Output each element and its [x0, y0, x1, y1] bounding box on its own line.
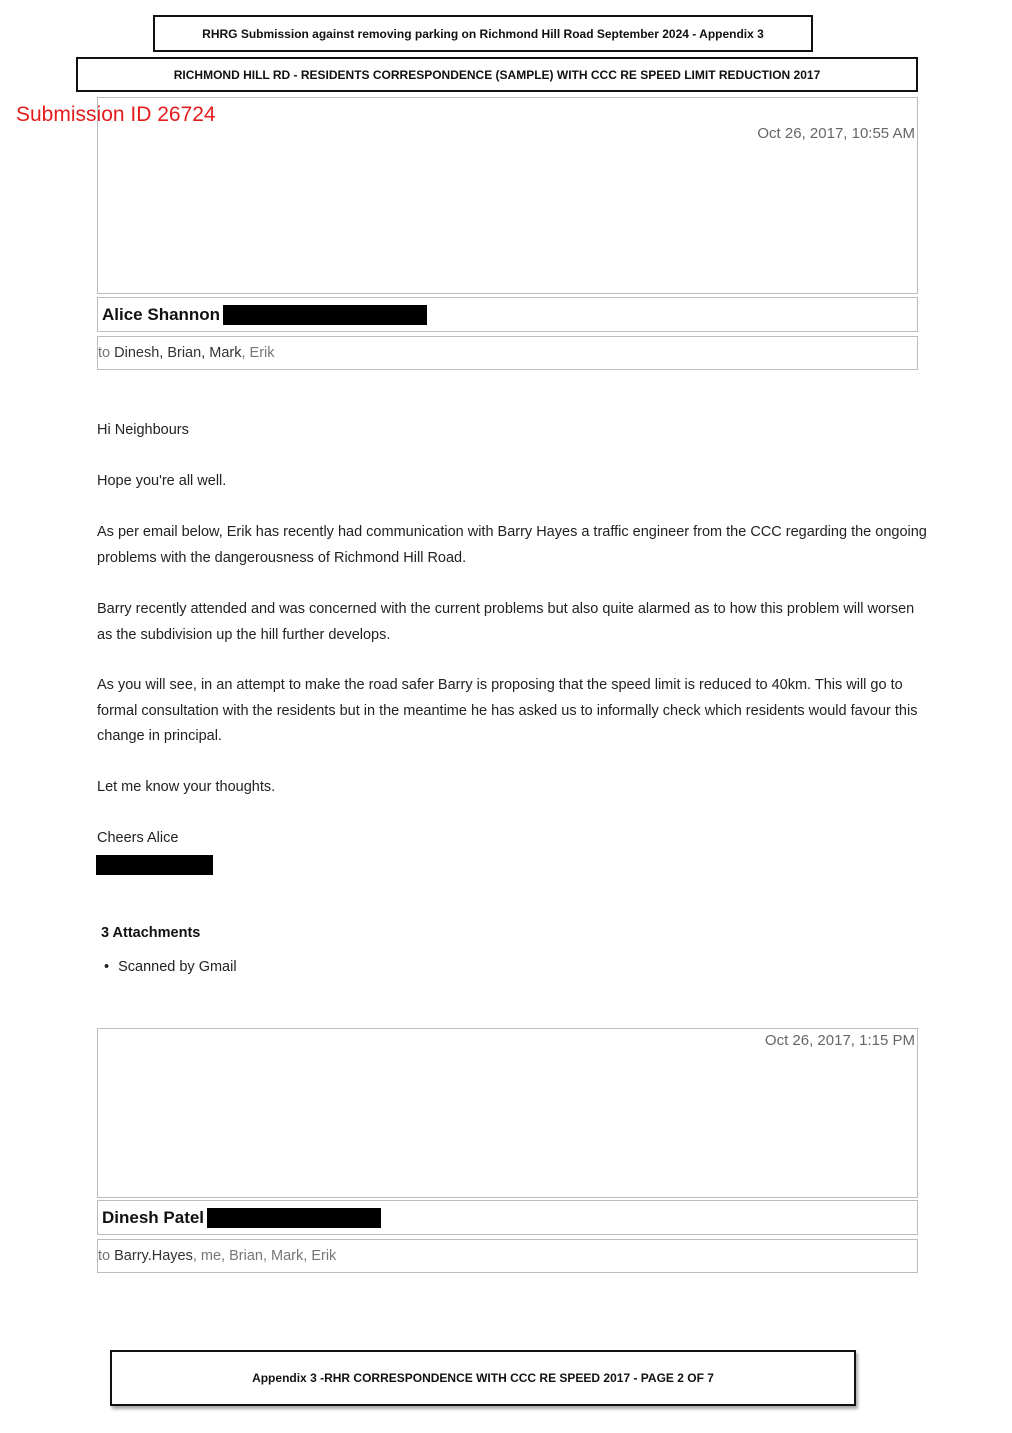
email1-sender-name: Alice Shannon	[102, 304, 221, 324]
email1-body-paragraph: As per email below, Erik has recently had communication with Barry Hayes a traffic engineer from the CCC regarding the ongoing problems with the dangerousness of Richmond Hill Road.	[97, 524, 927, 566]
recipient[interactable]: Erik	[311, 1248, 337, 1264]
recipient[interactable]: me	[200, 1248, 222, 1264]
email2-timestamp: Oct 26, 2017, 1:15 PM	[764, 1032, 915, 1049]
email2-sender-name: Dinesh Patel	[102, 1207, 205, 1227]
page-footer-text: Appendix 3 -RHR CORRESPONDENCE WITH CCC RE SPEED 2017 - PAGE 2 OF 7	[252, 1371, 714, 1385]
redaction-bar	[96, 855, 213, 875]
document-title-line2-text: RICHMOND HILL RD - RESIDENTS CORRESPONDENCE (SAMPLE) WITH CCC RE SPEED LIMIT REDUCTION 2017	[173, 67, 821, 82]
email1-body-greeting: Hi Neighbours	[97, 422, 189, 438]
email1-to-prefix: to	[98, 345, 115, 361]
email1-body-paragraph: As you will see, in an attempt to make the road safer Barry is proposing that the speed limit is reduced to 40km. This will go to formal consultation with the residents but in the meantime he has asked us to informally check which residents would favour this change in principal.	[97, 677, 918, 744]
email2-to-prefix: to	[98, 1248, 115, 1264]
email1-header-panel	[97, 97, 918, 294]
submission-id: Submission ID 26724	[16, 103, 216, 126]
email1-body-signoff: Cheers Alice	[97, 830, 179, 846]
recipient[interactable]: Dinesh	[114, 345, 160, 361]
email1-sender-row	[97, 297, 918, 332]
attachment-label: Scanned by Gmail	[118, 959, 237, 975]
recipient[interactable]: Brian	[167, 345, 202, 361]
email1-body-paragraph: Let me know your thoughts.	[97, 779, 276, 795]
recipient[interactable]: Barry.Hayes	[114, 1248, 193, 1264]
document-title-line1-text: RHRG Submission against removing parking on Richmond Hill Road September 2024 - Appendix 3	[202, 26, 764, 41]
email1-timestamp: Oct 26, 2017, 10:55 AM	[757, 125, 915, 142]
bullet-icon: •	[104, 959, 110, 975]
redaction-bar	[223, 305, 427, 325]
recipient[interactable]: Mark	[209, 345, 242, 361]
email2-sender-row	[97, 1200, 918, 1235]
recipient[interactable]: Brian	[229, 1248, 263, 1264]
page-footer	[110, 1350, 856, 1406]
email1-body-paragraph: Barry recently attended and was concerned with the current problems but also quite alarmed as to how this problem will worsen as the subdivision up the hill further develops.	[97, 601, 915, 643]
email1-recipients-row: to Dinesh , Brian , Mark , Erik	[97, 336, 918, 370]
email1-body-paragraph: Hope you're all well.	[97, 473, 227, 489]
recipient[interactable]: Mark	[271, 1248, 304, 1264]
document-title-line2	[76, 57, 918, 92]
attachments-title: 3 Attachments	[101, 925, 201, 941]
email2-header-panel	[97, 1028, 918, 1198]
attachment-item[interactable]	[104, 959, 237, 975]
email2-recipients-row: to Barry.Hayes , me , Brian , Mark , Erik	[97, 1239, 918, 1273]
recipient[interactable]: Erik	[249, 345, 275, 361]
document-title-line1	[153, 15, 813, 52]
redaction-bar	[207, 1208, 381, 1228]
